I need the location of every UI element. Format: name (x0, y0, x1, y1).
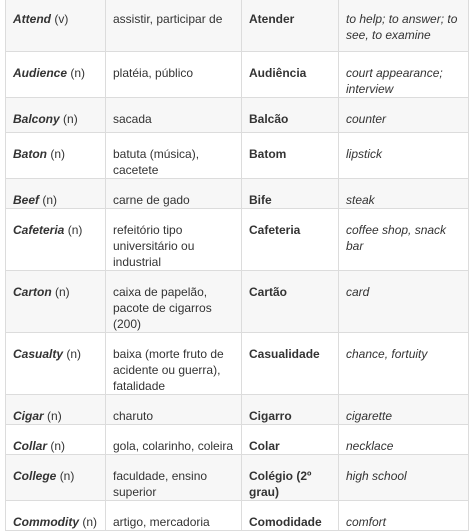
portuguese-meaning-cell (106, 271, 242, 333)
english-word: Beef (13, 193, 40, 207)
portuguese-meaning: artigo, mercadoria (113, 515, 210, 529)
english-word: College (13, 469, 57, 483)
english-word-cell (6, 133, 106, 179)
english-translation-cell (339, 501, 469, 531)
portuguese-meaning: refeitório tipo universitário ou industrial (113, 223, 195, 269)
english-word: Commodity (13, 515, 79, 529)
false-friend-word: Balcão (249, 112, 289, 126)
portuguese-meaning-cell (106, 0, 242, 52)
false-friend-word: Colar (249, 439, 280, 453)
english-translation: comfort (346, 515, 387, 529)
english-word: Casualty (13, 347, 64, 361)
false-friend-cell (242, 52, 339, 98)
english-translation-cell (339, 455, 469, 501)
english-translation-cell (339, 209, 469, 271)
portuguese-meaning-cell (106, 455, 242, 501)
false-friend-word: Cigarro (249, 409, 292, 423)
portuguese-meaning: baixa (morte fruto de acidente ou guerra), fatalidade (113, 347, 224, 393)
english-translation-cell (339, 333, 469, 395)
portuguese-meaning: caixa de papelão, pacote de cigarros (200) (113, 285, 212, 331)
english-word-cell (6, 425, 106, 455)
english-word-cell (6, 98, 106, 133)
english-translation-cell (339, 0, 469, 52)
table-row (6, 52, 469, 98)
english-word: Carton (13, 285, 52, 299)
portuguese-meaning-cell (106, 209, 242, 271)
table-row (6, 395, 469, 425)
portuguese-meaning: sacada (113, 112, 152, 126)
portuguese-meaning: platéia, público (113, 66, 194, 80)
false-friends-table (5, 0, 469, 531)
english-translation: counter (346, 112, 387, 126)
false-friend-word: Bife (249, 193, 272, 207)
english-word-cell (6, 52, 106, 98)
english-word-cell (6, 271, 106, 333)
portuguese-meaning-cell (106, 395, 242, 425)
english-word-cell (6, 0, 106, 52)
portuguese-meaning: gola, colarinho, coleira (113, 439, 234, 453)
english-word: Balcony (13, 112, 60, 126)
portuguese-meaning-cell (106, 133, 242, 179)
part-of-speech: (n) (55, 285, 70, 299)
false-friend-cell (242, 501, 339, 531)
portuguese-meaning-cell (106, 501, 242, 531)
english-translation-cell (339, 52, 469, 98)
english-word: Cigar (13, 409, 44, 423)
part-of-speech: (n) (82, 515, 98, 529)
table-row (6, 271, 469, 333)
english-word-cell (6, 179, 106, 209)
english-word: Cafeteria (13, 223, 65, 237)
false-friend-cell (242, 425, 339, 455)
english-translation: coffee shop, snack bar (346, 223, 447, 253)
table-row (6, 425, 469, 455)
part-of-speech: (n) (50, 439, 66, 453)
table-body (6, 0, 469, 531)
table-row (6, 0, 469, 52)
false-friend-word: Audiência (249, 66, 307, 80)
false-friend-word: Cartão (249, 285, 288, 299)
part-of-speech: (n) (59, 469, 75, 483)
portuguese-meaning-cell (106, 52, 242, 98)
false-friend-cell (242, 133, 339, 179)
false-friend-cell (242, 0, 339, 52)
english-word: Attend (13, 12, 51, 26)
part-of-speech: (n) (50, 147, 66, 161)
english-translation-cell (339, 395, 469, 425)
false-friend-cell (242, 271, 339, 333)
false-friend-word: Colégio (2º grau) (249, 469, 312, 499)
false-friend-word: Casualidade (249, 347, 320, 361)
english-translation-cell (339, 179, 469, 209)
portuguese-meaning-cell (106, 98, 242, 133)
english-translation: to help; to answer; to see, to examine (346, 12, 458, 42)
table-row (6, 179, 469, 209)
portuguese-meaning: faculdade, ensino superior (113, 469, 208, 499)
portuguese-meaning: charuto (113, 409, 154, 423)
part-of-speech: (n) (66, 347, 82, 361)
english-translation: chance, fortuity (346, 347, 428, 361)
part-of-speech: (n) (42, 193, 58, 207)
english-word-cell (6, 501, 106, 531)
table-row (6, 98, 469, 133)
english-translation-cell (339, 98, 469, 133)
part-of-speech: (v) (54, 12, 69, 26)
english-word-cell (6, 455, 106, 501)
english-word: Audience (13, 66, 68, 80)
part-of-speech: (n) (47, 409, 62, 423)
part-of-speech: (n) (67, 223, 83, 237)
false-friend-cell (242, 333, 339, 395)
portuguese-meaning: carne de gado (113, 193, 190, 207)
english-translation: steak (346, 193, 375, 207)
table-row (6, 209, 469, 271)
english-translation: court appearance; interview (346, 66, 443, 96)
table-row (6, 133, 469, 179)
english-word: Collar (13, 439, 48, 453)
english-word: Baton (13, 147, 47, 161)
portuguese-meaning-cell (106, 179, 242, 209)
false-friend-cell (242, 179, 339, 209)
portuguese-meaning-cell (106, 333, 242, 395)
false-friend-cell (242, 455, 339, 501)
english-word-cell (6, 395, 106, 425)
false-friend-cell (242, 395, 339, 425)
table-row (6, 455, 469, 501)
portuguese-meaning-cell (106, 425, 242, 455)
false-friend-cell (242, 98, 339, 133)
portuguese-meaning: assistir, participar de (113, 12, 223, 26)
english-translation: card (346, 285, 370, 299)
english-word-cell (6, 209, 106, 271)
english-word-cell (6, 333, 106, 395)
false-friend-word: Atender (249, 12, 295, 26)
false-friend-word: Comodidade (249, 515, 322, 529)
english-translation-cell (339, 425, 469, 455)
false-friend-cell (242, 209, 339, 271)
english-translation: high school (346, 469, 407, 483)
table-row (6, 333, 469, 395)
english-translation-cell (339, 271, 469, 333)
english-translation: lipstick (346, 147, 383, 161)
false-friend-word: Cafeteria (249, 223, 301, 237)
part-of-speech: (n) (70, 66, 86, 80)
english-translation-cell (339, 133, 469, 179)
false-friend-word: Batom (249, 147, 287, 161)
portuguese-meaning: batuta (música), cacetete (113, 147, 200, 177)
english-translation: necklace (346, 439, 394, 453)
part-of-speech: (n) (63, 112, 78, 126)
table-row (6, 501, 469, 531)
english-translation: cigarette (346, 409, 393, 423)
